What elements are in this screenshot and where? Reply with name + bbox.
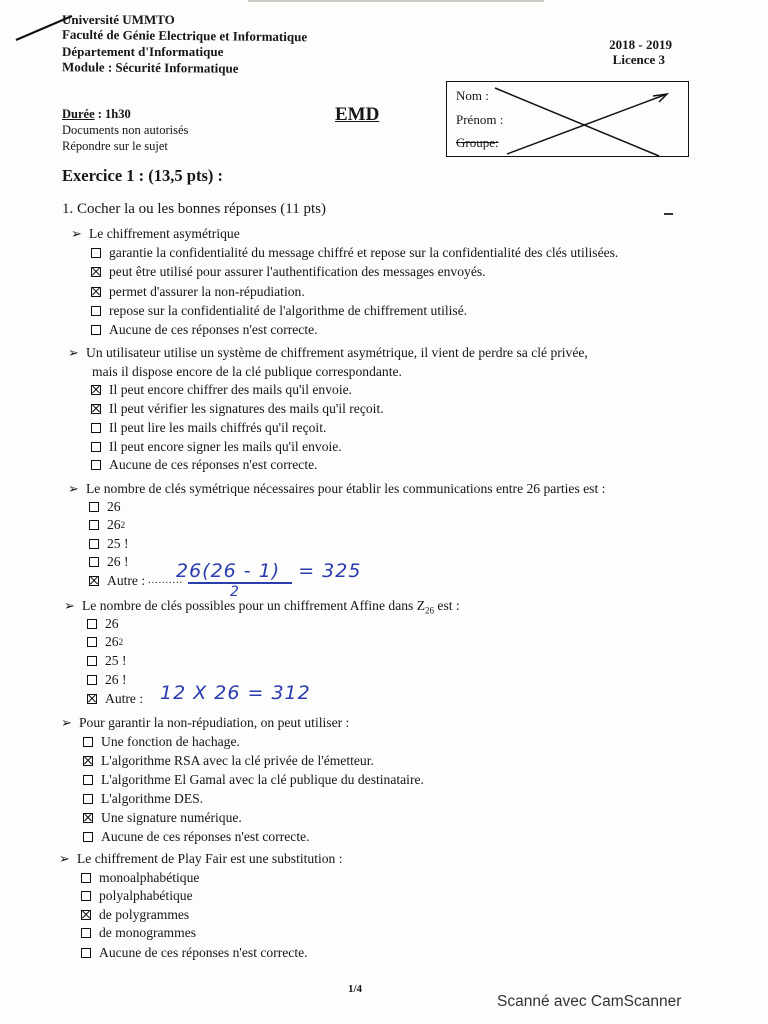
arrow-icon: ➢ bbox=[71, 226, 82, 241]
block2-question: ➢ Un utilisateur utilise un système de chiffrement asymétrique, il vient de perdre sa clé privée, bbox=[68, 345, 588, 360]
block5-option-2[interactable]: L'algorithme RSA avec la clé privée de l'émetteur. bbox=[83, 754, 374, 768]
block5-option-5[interactable]: Une signature numérique. bbox=[83, 811, 242, 825]
arrow-icon: ➢ bbox=[64, 598, 75, 613]
block1-option-4[interactable]: repose sur la confidentialité de l'algorithme de chiffrement utilisé. bbox=[91, 304, 467, 318]
block5-option-1[interactable]: Une fonction de hachage. bbox=[83, 735, 240, 749]
block5-question: ➢ Pour garantir la non-répudiation, on peut utiliser : bbox=[61, 715, 350, 730]
question-1-title: 1. Cocher la ou les bonnes réponses (11 pts) bbox=[62, 201, 326, 217]
checkbox-checked[interactable] bbox=[91, 404, 101, 414]
checkbox[interactable] bbox=[87, 656, 97, 666]
checkbox[interactable] bbox=[91, 442, 101, 452]
block6-option-3[interactable]: de polygrammes bbox=[81, 908, 189, 922]
answer-note: Répondre sur le sujet bbox=[62, 139, 168, 153]
checkbox[interactable] bbox=[83, 832, 93, 842]
block3-option-5[interactable]: Autre : .......... bbox=[89, 574, 183, 588]
block3-option-3[interactable]: 25 ! bbox=[89, 537, 129, 551]
checkbox-checked[interactable] bbox=[89, 576, 99, 586]
checkbox[interactable] bbox=[91, 423, 101, 433]
checkbox[interactable] bbox=[83, 794, 93, 804]
block5-option-6[interactable]: Aucune de ces réponses n'est correcte. bbox=[83, 830, 310, 844]
arrow-icon: ➢ bbox=[61, 715, 72, 730]
checkbox[interactable] bbox=[87, 619, 97, 629]
level: Licence 3 bbox=[612, 52, 665, 67]
checkbox[interactable] bbox=[91, 306, 101, 316]
identity-box bbox=[446, 81, 689, 157]
block4-option-2[interactable]: 26 2 bbox=[87, 635, 123, 649]
checkbox[interactable] bbox=[81, 873, 91, 883]
block4-option-3[interactable]: 25 ! bbox=[87, 654, 127, 668]
department-name: Département d'Informatique bbox=[62, 44, 224, 59]
checkbox[interactable] bbox=[89, 502, 99, 512]
block2-question-line2: mais il dispose encore de la clé publique correspondante. bbox=[92, 364, 402, 379]
checkbox-checked[interactable] bbox=[83, 813, 93, 823]
block1-option-1[interactable]: garantie la confidentialité du message chiffré et repose sur la confidentialité des clés utilisées. bbox=[91, 246, 618, 260]
block2-option-4[interactable]: Il peut encore signer les mails qu'il envoie. bbox=[91, 440, 342, 454]
stray-mark bbox=[664, 213, 673, 215]
checkbox-checked[interactable] bbox=[91, 287, 101, 297]
arrow-icon: ➢ bbox=[59, 851, 70, 866]
block3-option-2[interactable]: 26 2 bbox=[89, 518, 125, 532]
checkbox[interactable] bbox=[89, 520, 99, 530]
exercise-title: Exercice 1 : (13,5 pts) : bbox=[62, 166, 223, 185]
handwritten-denominator: 2 bbox=[230, 584, 240, 600]
checkbox[interactable] bbox=[89, 539, 99, 549]
prenom-label: Prénom : bbox=[456, 112, 504, 127]
handwritten-answer-block3: 26(26 - 1) = 325 bbox=[176, 560, 362, 582]
block4-option-4[interactable]: 26 ! bbox=[87, 673, 127, 687]
block1-option-5[interactable]: Aucune de ces réponses n'est correcte. bbox=[91, 323, 318, 337]
block2-option-3[interactable]: Il peut lire les mails chiffrés qu'il reçoit. bbox=[91, 421, 326, 435]
checkbox[interactable] bbox=[81, 948, 91, 958]
academic-year: 2018 - 2019 bbox=[609, 37, 672, 52]
block2-option-1[interactable]: Il peut encore chiffrer des mails qu'il envoie. bbox=[91, 383, 352, 397]
checkbox[interactable] bbox=[83, 775, 93, 785]
block1-option-3[interactable]: permet d'assurer la non-répudiation. bbox=[91, 285, 305, 299]
block2-option-5[interactable]: Aucune de ces réponses n'est correcte. bbox=[91, 458, 318, 472]
camscanner-watermark: Scanné avec CamScanner bbox=[497, 993, 682, 1010]
handwritten-answer-block4: 12 X 26 = 312 bbox=[160, 682, 311, 704]
faculty-name: Faculté de Génie Electrique et Informatique bbox=[61, 26, 308, 45]
checkbox[interactable] bbox=[91, 248, 101, 258]
dotted-fill: .......... bbox=[148, 574, 184, 586]
checkbox[interactable] bbox=[89, 557, 99, 567]
block6-option-1[interactable]: monoalphabétique bbox=[81, 871, 199, 885]
checkbox-checked[interactable] bbox=[83, 756, 93, 766]
checkbox[interactable] bbox=[81, 891, 91, 901]
top-edge-strip bbox=[248, 0, 544, 2]
block5-option-3[interactable]: L'algorithme El Gamal avec la clé publique du destinataire. bbox=[83, 773, 424, 787]
block4-option-5[interactable]: Autre : bbox=[87, 692, 143, 706]
checkbox[interactable] bbox=[81, 928, 91, 938]
block6-option-2[interactable]: polyalphabétique bbox=[81, 889, 193, 903]
module-name: Module : Sécurité Informatique bbox=[61, 59, 239, 76]
block6-question: ➢ Le chiffrement de Play Fair est une substitution : bbox=[59, 851, 343, 866]
block6-option-4[interactable]: de monogrammes bbox=[81, 926, 196, 940]
block3-option-1[interactable]: 26 bbox=[89, 500, 121, 514]
checkbox[interactable] bbox=[91, 325, 101, 335]
checkbox[interactable] bbox=[87, 675, 97, 685]
duration: Durée : 1h30 bbox=[62, 107, 131, 121]
block6-option-5[interactable]: Aucune de ces réponses n'est correcte. bbox=[81, 946, 308, 960]
documents-note: Documents non autorisés bbox=[62, 123, 189, 137]
checkbox-checked[interactable] bbox=[81, 910, 91, 920]
block3-option-4[interactable]: 26 ! bbox=[89, 555, 129, 569]
checkbox[interactable] bbox=[83, 737, 93, 747]
block2-option-2[interactable]: Il peut vérifier les signatures des mails qu'il reçoit. bbox=[91, 402, 384, 416]
checkbox-checked[interactable] bbox=[91, 267, 101, 277]
block3-question: ➢ Le nombre de clés symétrique nécessaires pour établir les communications entre 26 parties est : bbox=[68, 481, 606, 496]
groupe-label: Groupe: bbox=[456, 135, 499, 150]
block1-question: ➢ Le chiffrement asymétrique bbox=[71, 226, 240, 241]
checkbox-checked[interactable] bbox=[91, 385, 101, 395]
fraction-bar bbox=[188, 582, 292, 584]
cross-out-mark bbox=[447, 82, 690, 158]
checkbox[interactable] bbox=[87, 637, 97, 647]
exam-title: EMD bbox=[335, 104, 380, 125]
university-name: Université UMMTO bbox=[62, 12, 175, 27]
block1-option-2[interactable]: peut être utilisé pour assurer l'authentification des messages envoyés. bbox=[91, 265, 486, 279]
arrow-icon: ➢ bbox=[68, 345, 79, 360]
page-number: 1/4 bbox=[348, 983, 363, 995]
block4-question: ➢ Le nombre de clés possibles pour un chiffrement Affine dans $Z_{26}$ est : bbox=[64, 598, 460, 616]
block5-option-4[interactable]: L'algorithme DES. bbox=[83, 792, 203, 806]
checkbox[interactable] bbox=[91, 460, 101, 470]
checkbox-checked[interactable] bbox=[87, 694, 97, 704]
nom-label: Nom : bbox=[456, 88, 489, 103]
arrow-icon: ➢ bbox=[68, 481, 79, 496]
block4-option-1[interactable]: 26 bbox=[87, 617, 119, 631]
